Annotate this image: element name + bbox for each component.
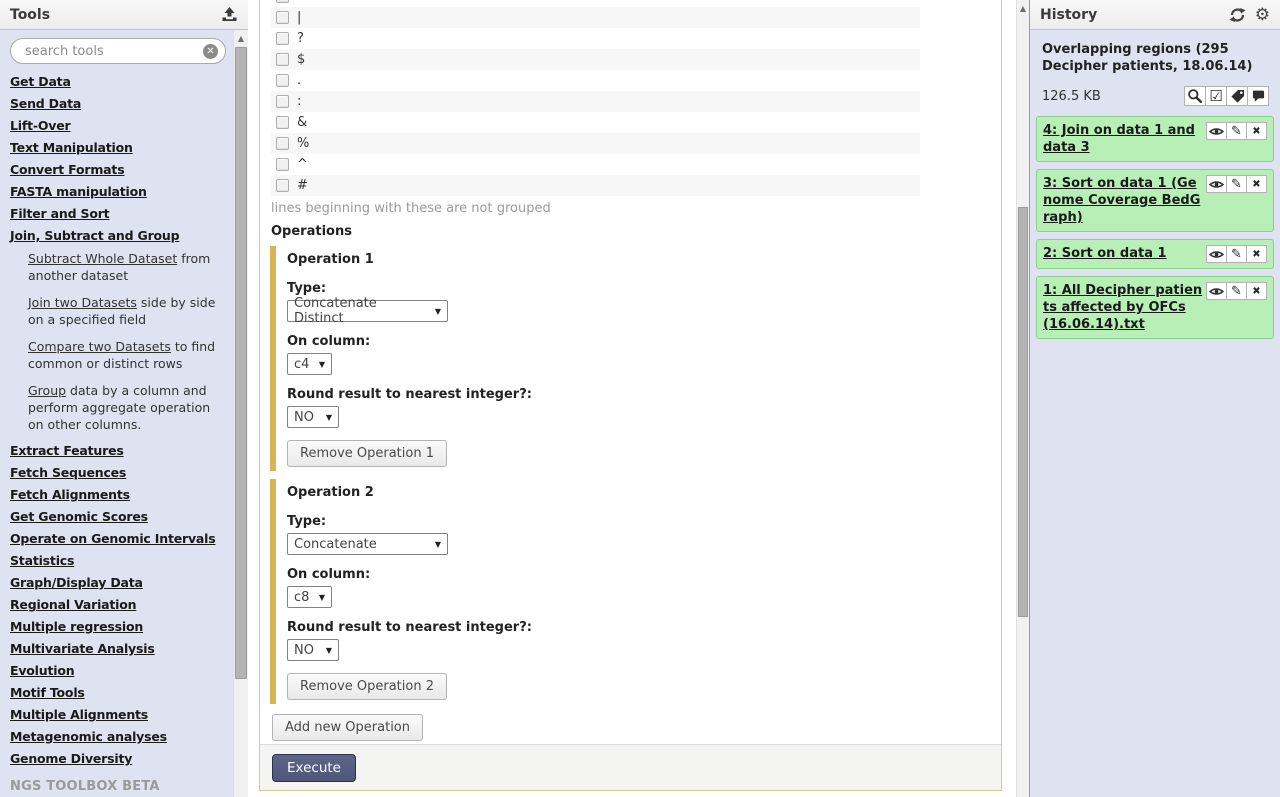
- remove-operation-2-button[interactable]: Remove Operation 2: [287, 673, 447, 700]
- history-dataset-3[interactable]: [1036, 169, 1274, 232]
- row-label: ^: [297, 157, 308, 172]
- checkbox[interactable]: [276, 32, 289, 45]
- dataset-title-link[interactable]: 4: Join on data 1 and data 3: [1043, 123, 1195, 155]
- sidebar-item-multiple-regression[interactable]: Multiple regression: [10, 619, 144, 634]
- pencil-icon[interactable]: ✎: [1226, 282, 1247, 300]
- checkbox[interactable]: [276, 11, 289, 24]
- row-label: |: [297, 10, 302, 25]
- gear-icon[interactable]: ⚙: [1254, 4, 1270, 25]
- table-row: [271, 49, 920, 70]
- execute-button[interactable]: Execute: [272, 754, 356, 782]
- sidebar-item-convert-formats[interactable]: Convert Formats: [10, 162, 125, 177]
- pencil-icon[interactable]: ✎: [1226, 245, 1247, 263]
- sidebar-item-genome-diversity[interactable]: Genome Diversity: [10, 751, 133, 766]
- eye-icon[interactable]: [1206, 122, 1227, 140]
- annotation-icon[interactable]: [1247, 86, 1269, 106]
- dataset-title-link[interactable]: 3: Sort on data 1 (Genome Coverage BedGraph): [1043, 176, 1201, 225]
- clear-search-icon[interactable]: ✕: [203, 44, 218, 59]
- table-row: [271, 0, 920, 7]
- row-label: $: [297, 52, 306, 67]
- scrollbar-thumb[interactable]: [235, 47, 247, 679]
- sidebar-item-fasta-manipulation[interactable]: FASTA manipulation: [10, 184, 147, 199]
- table-row: [271, 112, 920, 133]
- form-footer: [260, 744, 1001, 790]
- tool-description: data by a column and perform aggregate operation on other columns.: [28, 383, 211, 432]
- row-label: #: [297, 178, 308, 193]
- list-item: [28, 250, 226, 284]
- delete-icon[interactable]: ✖: [1246, 282, 1267, 300]
- scrollbar-thumb[interactable]: [1018, 207, 1028, 617]
- chevron-down-icon: ▼: [318, 359, 325, 369]
- round-result-select[interactable]: [287, 639, 339, 661]
- tool-search-box[interactable]: [10, 38, 226, 64]
- tool-link-compare-two-datasets[interactable]: Compare two Datasets: [28, 339, 171, 354]
- chevron-down-icon: ▼: [434, 539, 441, 549]
- round-result-select[interactable]: [287, 406, 339, 428]
- round-result-label: Round result to nearest integer?:: [287, 387, 532, 402]
- sidebar-item-metagenomic-analyses[interactable]: Metagenomic analyses: [10, 729, 167, 744]
- dataset-title-link[interactable]: 2: Sort on data 1: [1043, 246, 1167, 261]
- history-dataset-1[interactable]: [1036, 276, 1274, 339]
- table-row: [271, 133, 920, 154]
- search-icon[interactable]: [1184, 86, 1206, 106]
- chevron-down-icon: ▼: [318, 592, 325, 602]
- table-row: [271, 7, 920, 28]
- symbol-checkbox-list: [260, 0, 1001, 196]
- type-select[interactable]: [287, 533, 448, 555]
- table-row: [271, 91, 920, 112]
- scroll-up-icon[interactable]: ▲: [237, 34, 245, 43]
- tools-list: [0, 30, 232, 797]
- selected-value: NO: [294, 409, 314, 425]
- checkbox[interactable]: [276, 179, 289, 192]
- on-column-label: On column:: [287, 567, 371, 582]
- operation-2-section: [270, 479, 690, 704]
- history-size: 126.5 KB: [1042, 88, 1101, 104]
- sidebar-item-graph-display-data[interactable]: Graph/Display Data: [10, 575, 143, 590]
- history-panel-header: [1030, 0, 1280, 30]
- type-label: Type:: [287, 281, 327, 296]
- chevron-down-icon: ▼: [325, 645, 332, 655]
- row-label: %: [297, 136, 310, 151]
- checkbox[interactable]: [276, 95, 289, 108]
- history-panel-title: History: [1040, 6, 1098, 23]
- tool-form: [259, 0, 1002, 791]
- eye-icon[interactable]: [1206, 282, 1227, 300]
- eye-icon[interactable]: [1206, 175, 1227, 193]
- sidebar-item-get-data[interactable]: Get Data: [10, 74, 71, 89]
- pencil-icon[interactable]: ✎: [1226, 175, 1247, 193]
- sidebar-item-fetch-alignments[interactable]: Fetch Alignments: [10, 487, 130, 502]
- table-row: [271, 154, 920, 175]
- eye-icon[interactable]: [1206, 245, 1227, 263]
- tool-link-group[interactable]: Group: [28, 383, 67, 398]
- list-item: [28, 338, 226, 372]
- history-dataset-2[interactable]: [1036, 239, 1274, 269]
- delete-icon[interactable]: ✖: [1246, 175, 1267, 193]
- selected-value: Concatenate: [294, 536, 377, 552]
- checkbox[interactable]: [276, 158, 289, 171]
- sidebar-item-operate-on-genomic-intervals[interactable]: Operate on Genomic Intervals: [10, 531, 216, 546]
- type-select[interactable]: [287, 296, 448, 326]
- sidebar-item-fetch-sequences[interactable]: Fetch Sequences: [10, 465, 127, 480]
- sidebar-item-get-genomic-scores[interactable]: Get Genomic Scores: [10, 509, 148, 524]
- select-datasets-icon[interactable]: ☑: [1205, 86, 1227, 106]
- main-panel: [248, 0, 1016, 797]
- table-row: [271, 70, 920, 91]
- main-scrollbar[interactable]: [1016, 0, 1029, 797]
- sidebar-item-send-data[interactable]: Send Data: [10, 96, 82, 111]
- sidebar-item-multiple-alignments[interactable]: Multiple Alignments: [10, 707, 149, 722]
- list-item: [28, 382, 226, 433]
- row-label: ?: [297, 31, 304, 46]
- tool-link-subtract-whole-dataset[interactable]: Subtract Whole Dataset: [28, 251, 178, 266]
- on-column-select[interactable]: [287, 353, 332, 375]
- sidebar-item-statistics[interactable]: Statistics: [10, 553, 75, 568]
- join-subtract-group-tools: [10, 250, 226, 433]
- upload-icon[interactable]: [221, 7, 238, 22]
- chevron-down-icon: ▼: [434, 306, 441, 316]
- tools-panel-header: [0, 0, 248, 30]
- sidebar-item-lift-over[interactable]: Lift-Over: [10, 118, 71, 133]
- dataset-title-link[interactable]: 1: All Decipher patients affected by OFCs (16.06.14).txt: [1043, 283, 1203, 332]
- round-result-label: Round result to nearest integer?:: [287, 620, 532, 635]
- checkbox[interactable]: [276, 137, 289, 150]
- checkbox[interactable]: [276, 53, 289, 66]
- type-label: Type:: [287, 514, 327, 529]
- row-label: &: [297, 115, 308, 130]
- tools-scrollbar[interactable]: [233, 30, 248, 797]
- on-column-select[interactable]: [287, 586, 332, 608]
- tool-description: from another dataset: [28, 251, 211, 283]
- pencil-icon[interactable]: ✎: [1226, 122, 1247, 140]
- chevron-down-icon: ▼: [325, 412, 332, 422]
- delete-icon[interactable]: ✖: [1246, 122, 1267, 140]
- help-text: lines beginning with these are not grouped: [271, 201, 551, 216]
- checkbox[interactable]: [276, 74, 289, 87]
- selected-value: Concatenate Distinct: [294, 296, 377, 326]
- row-label: :: [297, 94, 302, 109]
- current-history: [1030, 30, 1280, 106]
- search-input[interactable]: [25, 44, 203, 59]
- operations-heading: Operations: [271, 224, 352, 239]
- tool-description: side by side on a specified field: [28, 295, 216, 327]
- sidebar-item-extract-features[interactable]: Extract Features: [10, 443, 124, 458]
- tags-icon[interactable]: [1226, 86, 1248, 106]
- selected-value: NO: [294, 642, 314, 658]
- on-column-label: On column:: [287, 334, 371, 349]
- sidebar-item-motif-tools[interactable]: Motif Tools: [10, 685, 85, 700]
- tools-panel: [0, 0, 248, 797]
- operation-title: Operation 2: [287, 485, 374, 500]
- row-label: .: [297, 73, 302, 88]
- history-panel: [1029, 0, 1280, 797]
- tools-panel-title: Tools: [10, 6, 51, 23]
- operation-title: Operation 1: [287, 252, 374, 267]
- scroll-up-icon[interactable]: ▲: [1019, 4, 1027, 13]
- table-row: [271, 175, 920, 196]
- tool-link-join-two-datasets[interactable]: Join two Datasets: [28, 295, 137, 310]
- sidebar-item-regional-variation[interactable]: Regional Variation: [10, 597, 137, 612]
- sidebar-item-join-subtract-group[interactable]: Join, Subtract and Group: [10, 228, 180, 243]
- selected-value: c4: [294, 356, 310, 372]
- history-actions: [1185, 86, 1269, 106]
- refresh-icon[interactable]: [1229, 7, 1246, 23]
- selected-value: c8: [294, 589, 310, 605]
- checkbox[interactable]: [276, 116, 289, 129]
- history-name[interactable]: Overlapping regions (295 Decipher patients, 18.06.14): [1042, 42, 1253, 74]
- checkbox[interactable]: [276, 0, 289, 3]
- ngs-toolbox-label: NGS TOOLBOX BETA: [10, 779, 160, 794]
- tool-description: to find common or distinct rows: [28, 339, 216, 371]
- sidebar-item-text-manipulation[interactable]: Text Manipulation: [10, 140, 133, 155]
- add-new-operation-button[interactable]: Add new Operation: [272, 714, 423, 741]
- history-dataset-4[interactable]: [1036, 116, 1274, 162]
- delete-icon[interactable]: ✖: [1246, 245, 1267, 263]
- sidebar-item-multivariate-analysis[interactable]: Multivariate Analysis: [10, 641, 155, 656]
- table-row: [271, 28, 920, 49]
- sidebar-item-evolution[interactable]: Evolution: [10, 663, 75, 678]
- sidebar-item-filter-and-sort[interactable]: Filter and Sort: [10, 206, 110, 221]
- history-dataset-list: [1030, 106, 1280, 339]
- remove-operation-1-button[interactable]: Remove Operation 1: [287, 440, 447, 467]
- operation-1-section: [270, 246, 690, 471]
- list-item: [28, 294, 226, 328]
